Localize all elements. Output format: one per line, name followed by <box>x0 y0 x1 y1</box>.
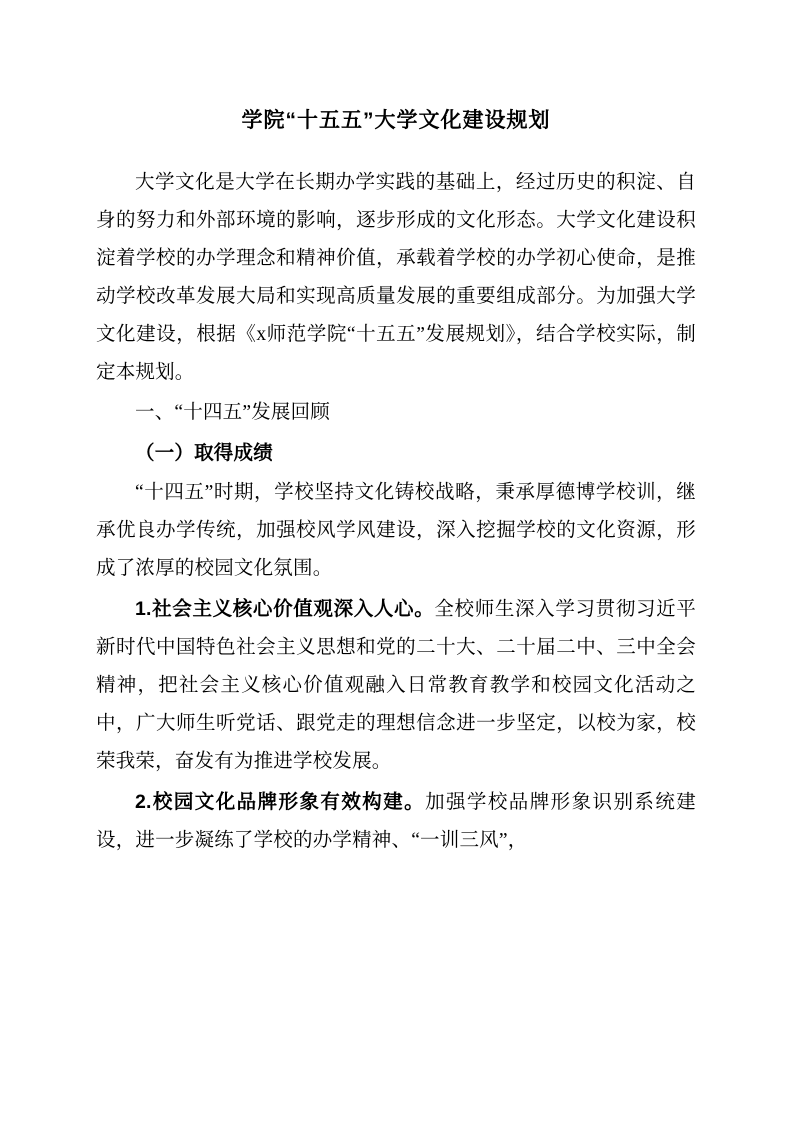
paragraph-item-1-lead: 1.社会主义核心价值观深入人心。 <box>135 597 435 620</box>
paragraph-item-2 <box>96 783 696 860</box>
heading-section-one: 一、“十四五”发展回顾 <box>135 401 331 423</box>
paragraph-achievements-intro: “十四五”时期，学校坚持文化铸校战略，秉承厚德博学校训，继承优良办学传统，加强校风学风建设，深入挖掘学校的文化资源，形成了浓厚的校园文化氛围。 <box>96 481 696 579</box>
paragraph-intro: 大学文化是大学在长期办学实践的基础上，经过历史的积淀、自身的努力和外部环境的影响，逐步形成的文化形态。大学文化建设积淀着学校的办学理念和精神价值，承载着学校的办学初心使命，是推动学校改革发展大局和实现高质量发展的重要组成部分。为加强大学文化建设，根据《x师范学院“十五五”发展规划》，结合学校实际，制定本规划。 <box>96 171 696 383</box>
heading-subsection-one: （一）取得成绩 <box>135 441 273 464</box>
paragraph-item-2-lead: 2.校园文化品牌形象有效构建。 <box>135 790 426 813</box>
document-body <box>96 104 696 862</box>
paragraph-item-2-text: 加强学校品牌形象识别系统建设，进一步凝练了学校的办学精神、“一训三风”， <box>96 791 696 851</box>
paragraph-item-1-text: 全校师生深入学习贯彻习近平新时代中国特色社会主义思想和党的二十大、二十届二中、三中全会精神，把社会主义核心价值观融入日常教育教学和校园文化活动之中，广大师生听党话、跟党走的理想信念进一步坚定，以校为家，校荣我荣，奋发有为推进学校发展。 <box>96 598 696 772</box>
paragraph-item-1 <box>96 590 696 781</box>
page-title: 学院“十五五”大学文化建设规划 <box>241 109 551 132</box>
